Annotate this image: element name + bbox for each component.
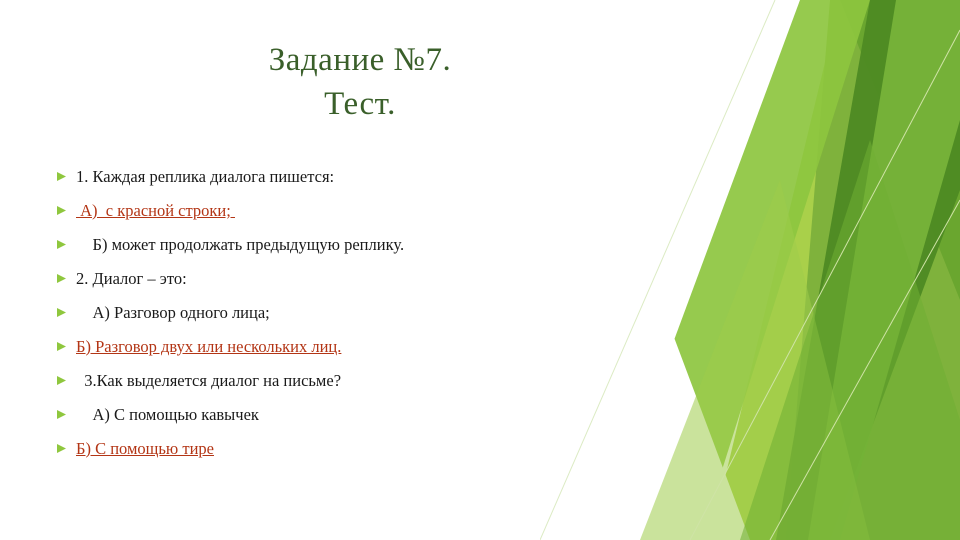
list-item xyxy=(56,165,716,199)
bullet-arrow-icon xyxy=(56,239,76,250)
list-item xyxy=(56,437,716,471)
title-line-2: Тест. xyxy=(324,86,396,123)
bullet-arrow-icon xyxy=(56,205,76,216)
bullet-arrow-icon xyxy=(56,341,76,352)
list-item xyxy=(56,301,716,335)
bullet-arrow-icon xyxy=(56,409,76,420)
list-item xyxy=(56,233,716,267)
list-item-text: А) Разговор одного лица; xyxy=(76,303,270,322)
list-item-text: 2. Диалог – это: xyxy=(76,269,187,288)
list-item-text: 3.Как выделяется диалог на письме? xyxy=(76,371,342,390)
list-item-text: А) С помощью кавычек xyxy=(76,405,259,424)
bullet-arrow-icon xyxy=(56,273,76,284)
list-item-text: Б) может продолжать предыдущую реплику. xyxy=(76,235,405,254)
title-line-1: Задание №7. xyxy=(268,42,452,78)
list-item xyxy=(56,369,716,403)
list-item xyxy=(56,267,716,301)
bullet-arrow-icon xyxy=(56,171,76,182)
bullet-arrow-icon xyxy=(56,375,76,386)
bullet-arrow-icon xyxy=(56,443,76,454)
list-item-text: 1. Каждая реплика диалога пишется: xyxy=(76,167,335,186)
list-item-text-answer: Б) Разговор двух или нескольких лиц. xyxy=(76,337,342,356)
list-item xyxy=(56,403,716,437)
list-item-text-answer: А) с красной строки; xyxy=(76,201,235,220)
list-item xyxy=(56,335,716,369)
list-item xyxy=(56,199,716,233)
test-question-list xyxy=(56,165,716,471)
bullet-arrow-icon xyxy=(56,307,76,318)
list-item-text-answer: Б) С помощью тире xyxy=(76,439,214,458)
slide-title xyxy=(0,38,720,126)
